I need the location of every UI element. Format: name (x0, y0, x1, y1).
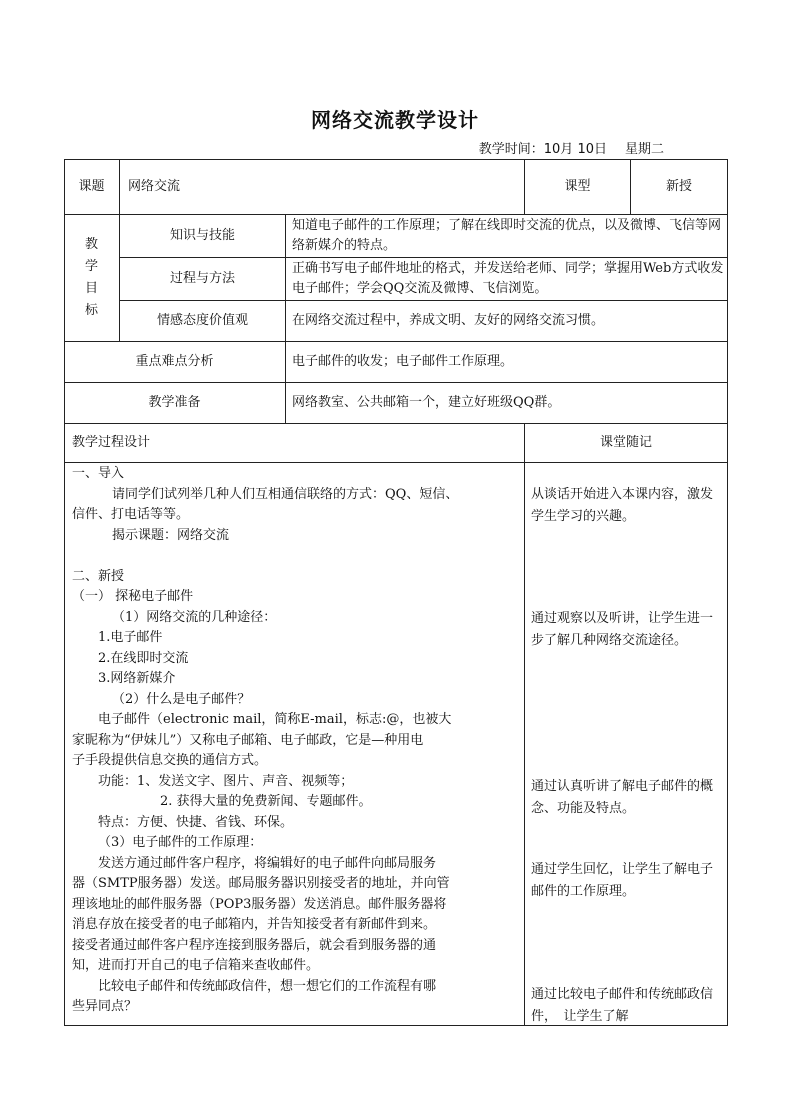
process-line: 比较电子邮件和传统邮政信件，想一想它们的工作流程有哪 (98, 978, 437, 994)
process-line: 请同学们试列举几种人们互相通信联络的方式：QQ、短信、 (112, 486, 459, 502)
classroom-note: 从谈话开始进入本课内容，激发学生学习的兴趣。 (531, 487, 714, 524)
process-header-right: 课堂随记 (599, 435, 652, 450)
topic-value: 网络交流 (128, 179, 181, 194)
process-body (72, 464, 522, 1018)
preparation-text: 网络教室、公共邮箱一个，建立好班级QQ群。 (292, 395, 561, 410)
process-line: 些异同点？ (72, 999, 138, 1014)
process-line: （3）电子邮件的工作原理： (98, 835, 263, 850)
process-line: 2. 获得大量的免费新闻、专题邮件。 (160, 794, 372, 809)
process-line: 理该地址的邮件服务器（POP3服务器）发送消息。邮件服务器将 (72, 896, 447, 912)
classroom-note: 通过认真听讲了解电子邮件的概念、功能及特点。 (531, 779, 714, 816)
process-line: 信件、打电话等等。 (72, 507, 190, 522)
objectives-group-label (64, 215, 119, 341)
objective-label-knowledge: 知识与技能 (169, 228, 235, 243)
process-line: （一） 探秘电子邮件 (72, 589, 194, 604)
process-line (72, 546, 522, 567)
process-line: 家昵称为“伊妹儿”）又称电子邮箱、电子邮政，它是—种用电 (72, 732, 424, 748)
objective-text-attitude: 在网络交流过程中，养成文明、友好的网络交流习惯。 (292, 313, 605, 328)
process-line: 接受者通过邮件客户程序连接到服务器后，就会看到服务器的通 (72, 937, 437, 953)
process-line: 发送方通过邮件客户程序，将编辑好的电子邮件向邮局服务 (98, 855, 437, 871)
process-line: 一、导入 (72, 466, 125, 481)
objectives-char: 教 (84, 237, 98, 252)
process-line: 特点：方便、快捷、省钱、环保。 (98, 814, 294, 830)
teaching-date: 教学时间：10月 10日 (478, 142, 607, 157)
topic-label: 课题 (78, 179, 105, 194)
lesson-type-value: 新授 (665, 179, 692, 194)
objective-text-knowledge: 知道电子邮件的工作原理；了解在线即时交流的优点，以及微博、飞信等网络新媒介的特点。 (292, 218, 722, 253)
key-points-label: 重点难点分析 (135, 354, 214, 369)
process-line: 器（SMTP服务器）发送。邮局服务器识别接受者的地址，并向管 (72, 876, 450, 891)
process-line: （1）网络交流的几种途径： (112, 609, 277, 625)
weekday: 星期二 (624, 142, 664, 157)
objectives-char: 学 (84, 259, 98, 274)
process-line: 消息存放在接受者的电子邮箱内，并告知接受者有新邮件到来。 (72, 917, 437, 932)
process-line: 揭示课题：网络交流 (112, 527, 230, 543)
classroom-note: 通过学生回忆，让学生了解电子邮件的工作原理。 (531, 862, 714, 899)
classroom-note: 通过比较电子邮件和传统邮政信件， 让学生了解 (531, 987, 714, 1024)
process-line: 功能：1、发送文字、图片、声音、视频等； (98, 773, 354, 789)
process-line: 电子邮件（electronic mail，简称E-mail，标志:@，也被大 (98, 712, 452, 727)
objectives-char: 标 (84, 303, 98, 318)
objectives-char: 目 (84, 281, 98, 296)
objective-label-attitude: 情感态度价值观 (156, 313, 248, 328)
process-line: 二、新授 (72, 568, 125, 584)
grid-line (727, 159, 728, 1026)
objective-text-process: 正确书写电子邮件地址的格式，并发送给老师、同学；掌握用Web方式收发电子邮件；学会QQ交流及微博、飞信浏览。 (292, 261, 724, 296)
process-line: 知，进而打开自己的电子信箱来查收邮件。 (72, 958, 320, 973)
classroom-note: 通过观察以及听讲，让学生进一步了解几种网络交流途径。 (531, 611, 714, 648)
grid-line (524, 423, 525, 1026)
key-points-text: 电子邮件的收发；电子邮件工作原理。 (292, 354, 514, 369)
page-title: 网络交流教学设计 (311, 108, 479, 132)
grid-line (64, 462, 728, 463)
preparation-label: 教学准备 (148, 395, 201, 410)
process-header-left: 教学过程设计 (72, 435, 151, 450)
lesson-type-label: 课型 (564, 179, 591, 194)
objective-label-process: 过程与方法 (169, 271, 235, 286)
grid-line (285, 214, 286, 423)
process-line: 2.在线即时交流 (98, 650, 189, 666)
process-line: 子手段提供信息交换的通信方式。 (72, 753, 268, 768)
process-line: （2）什么是电子邮件？ (112, 691, 251, 707)
process-line: 3.网络新媒介 (98, 671, 176, 686)
process-line: 1.电子邮件 (98, 630, 163, 645)
